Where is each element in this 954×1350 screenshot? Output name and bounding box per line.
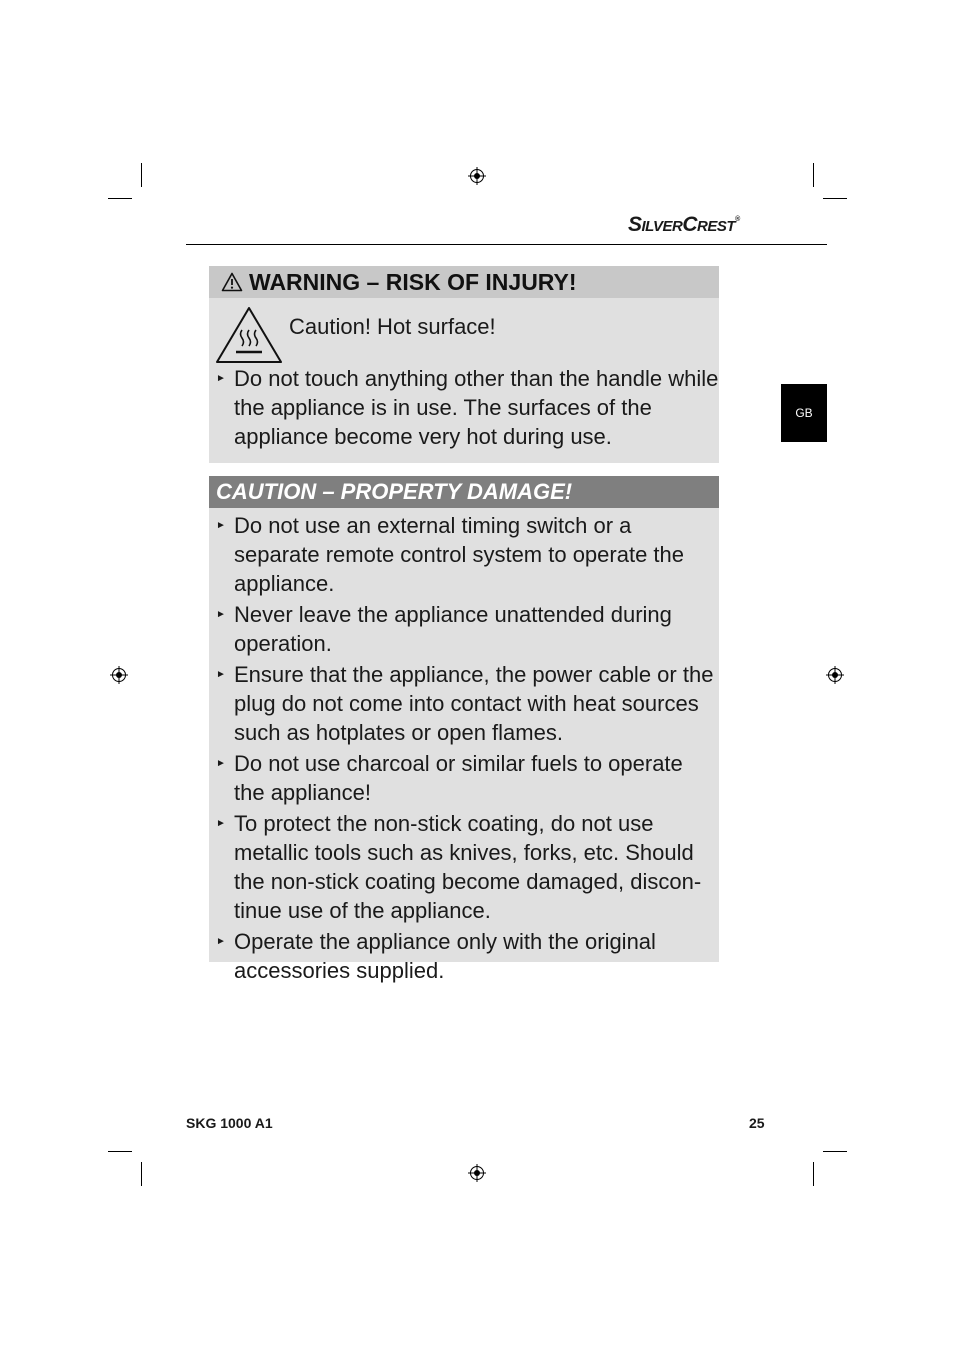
- caution-list: [209, 511, 719, 985]
- bullet-arrow-icon: ►: [216, 936, 226, 947]
- list-item-text: Do not touch anything other than the handle while the appliance is in use. The surfaces of the appliance become very hot during use.: [234, 366, 719, 449]
- bullet-arrow-icon: ►: [216, 373, 226, 384]
- list-item: [209, 600, 719, 658]
- warning-box: [209, 266, 719, 463]
- hot-surface-row: [209, 298, 719, 364]
- registration-mark-icon: [110, 666, 128, 684]
- crop-mark: [813, 163, 814, 187]
- hot-surface-icon: [215, 306, 283, 364]
- list-item: [209, 927, 719, 985]
- header-rule: [186, 244, 827, 245]
- crop-mark: [141, 163, 142, 187]
- brand-letter: S: [628, 213, 642, 236]
- caution-title: CAUTION – PROPERTY DAMAGE!: [216, 479, 573, 504]
- brand-logo: [628, 213, 740, 237]
- brand-letters: ILVER: [641, 218, 683, 235]
- bullet-arrow-icon: ►: [216, 818, 226, 829]
- warning-list: [209, 364, 719, 451]
- bullet-arrow-icon: ►: [216, 758, 226, 769]
- hot-surface-text: Caution! Hot surface!: [289, 314, 496, 339]
- caution-box: [209, 476, 719, 983]
- crop-mark: [823, 198, 847, 199]
- registered-mark: ®: [735, 216, 740, 223]
- warning-title: WARNING – RISK OF INJURY!: [249, 268, 577, 295]
- list-item-text: Ensure that the appliance, the power cable or the plug do not come into contact with heat sources such as hotplates or open flames.: [234, 662, 714, 745]
- list-item-text: Operate the appliance only with the original accessories supplied.: [234, 929, 656, 983]
- crop-mark: [823, 1151, 847, 1152]
- bullet-arrow-icon: ►: [216, 669, 226, 680]
- list-item-text: To protect the non-stick coating, do not use metallic tools such as knives, forks, etc. Should the non-stick coating become damaged, discon-tinue use of the appliance.: [234, 811, 702, 923]
- list-item: [209, 660, 719, 747]
- crop-mark: [108, 198, 132, 199]
- language-tab: GB: [781, 384, 827, 442]
- caution-header: [209, 476, 719, 508]
- crop-mark: [141, 1162, 142, 1186]
- crop-mark: [108, 1151, 132, 1152]
- brand-letter: C: [682, 213, 698, 236]
- list-item-text: Do not use charcoal or similar fuels to operate the appliance!: [234, 751, 683, 805]
- list-item-text: Do not use an external timing switch or a separate remote control system to operate the appliance.: [234, 513, 685, 596]
- list-item-text: Never leave the appliance unattended during operation.: [234, 602, 672, 656]
- list-item: [209, 749, 719, 807]
- model-number: SKG 1000 A1: [186, 1115, 273, 1131]
- bullet-arrow-icon: ►: [216, 520, 226, 531]
- registration-mark-icon: [826, 666, 844, 684]
- brand-letters: REST: [697, 218, 736, 235]
- bullet-arrow-icon: ►: [216, 609, 226, 620]
- list-item: [209, 364, 719, 451]
- page-number: 25: [749, 1115, 765, 1131]
- warning-triangle-icon: [221, 272, 243, 292]
- warning-header: [209, 266, 719, 298]
- registration-mark-icon: [468, 167, 486, 185]
- registration-mark-icon: [468, 1164, 486, 1182]
- crop-mark: [813, 1162, 814, 1186]
- list-item: [209, 511, 719, 598]
- list-item: [209, 809, 719, 925]
